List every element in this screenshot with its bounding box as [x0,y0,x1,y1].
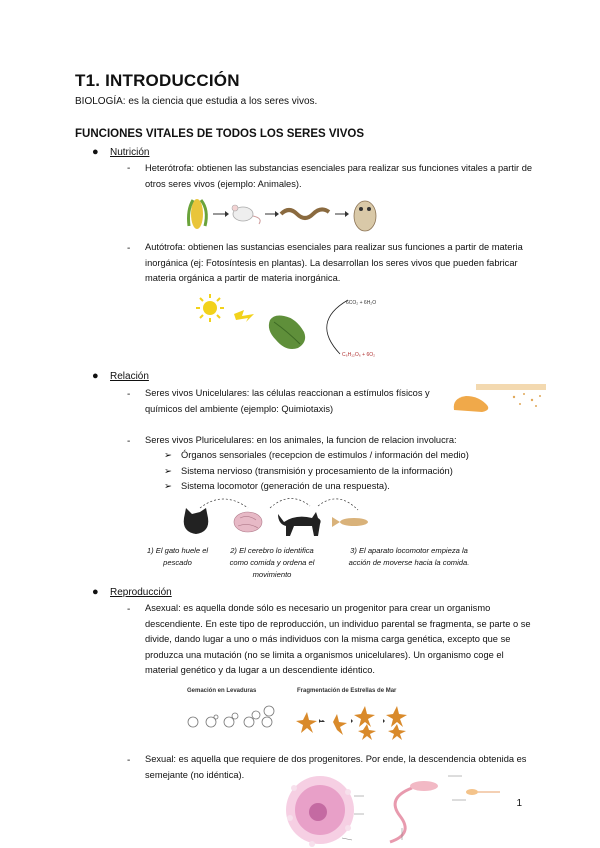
owl-icon [354,201,376,231]
dash-icon: - [127,243,131,254]
heterotrofa-text [145,161,532,192]
nutricion-heading: Nutrición [110,147,150,158]
starfish-icon [296,706,407,740]
list-item [164,466,172,477]
cat-walking-icon [278,512,321,536]
text-line: Autótrofa: obtienen las sustancias esenciales para realizar sus funciones a partir de materia [145,242,523,252]
asexual-reproduction-illustration [185,700,415,740]
text-line: químicos del ambiente (ejemplo: Quimiotaxis) [145,403,334,414]
arrow-icon [335,211,349,217]
bullet-dot-icon: ● [92,370,99,382]
caption-line: 2) El cerebro lo identifica [230,546,314,555]
list-item-text: Órganos sensoriales (recepcion de estimulos / información del medio) [181,450,469,460]
arrow-bullet-icon: ➢ [164,481,172,491]
bullet-relacion [92,370,149,382]
section-heading: FUNCIONES VITALES DE TODOS LOS SERES VIVOS [75,128,365,140]
text-line: materia orgánica a partir de materia inorgánica. [145,273,341,284]
reproduccion-heading: Reproducción [110,587,172,598]
text-line: inorgánica (ej: Fotosíntesis en plantas). La desarrollan los seres vivos que pueden fabricar [145,257,518,268]
caption-line: 3) El aparato locomotor empieza la [350,546,468,555]
dash-icon: - [127,163,131,174]
photosynthesis-illustration [200,292,400,364]
sexual-reproduction-illustration [282,768,504,846]
arrow-icon [265,211,279,217]
dash-icon: - [127,604,131,615]
text-line: Asexual: es aquella donde sólo es necesario un progenitor para crear un organismo [145,603,491,613]
mouse-icon [232,205,260,224]
text-line: divide, dando lugar a uno o más individuos con la misma carga genética, excepto que se [145,634,511,645]
brain-icon [234,512,262,532]
list-item-text: Sistema nervioso (transmisión y procesamiento de la información) [181,466,453,476]
bullet-dot-icon: ● [92,146,99,158]
asexual-text [145,601,531,679]
food-chain-illustration [185,196,385,234]
list-item [164,481,172,492]
arrow-icon [213,211,229,217]
photosynthesis-output-label: C₆H₁₂O₆ + 6O₂ [342,352,376,358]
dash-icon: - [127,755,131,766]
dash-icon: - [127,436,131,447]
unicelulares-text [145,386,430,417]
caption-2 [222,545,322,581]
yeast-budding-icon [188,706,274,727]
arrow-bullet-icon: ➢ [164,466,172,476]
caption-line: movimiento [252,570,292,579]
fragmentacion-label: Fragmentación de Estrellas de Mar [297,688,397,694]
list-item-text: Sistema locomotor (generación de una respuesta). [181,481,390,491]
fish-icon [332,517,368,527]
caption-line: pescado [163,558,192,567]
caption-line: como comida y ordena el [229,558,315,567]
gemacion-label: Gemación en Levaduras [187,688,257,694]
text-line: material genético y da lugar a un descendiente idéntico. [145,665,375,676]
cat-head-icon [184,508,209,534]
arrow-bullet-icon: ➢ [164,450,172,460]
leaf-icon [269,316,305,350]
corn-icon [189,199,207,229]
text-line: otros seres vivos (ejemplo: Animales). [145,178,302,189]
sperm-icon [390,781,500,842]
text-line: Sexual: es aquella que requiere de dos progenitores. Por ende, la descendencia obtenida es [145,754,527,764]
caption-line: acción de moverse hacia la comida. [348,558,470,567]
caption-line: 1) El gato huele el [146,546,209,555]
list-item [164,450,172,461]
sunlight-bolt-icon [234,310,254,322]
chemotaxis-illustration [452,382,547,414]
bullet-dot-icon: ● [92,586,99,598]
text-line: Heterótrofa: obtienen las substancias esenciales para realizar sus funciones vitales a partir de [145,163,533,173]
text-line: semejante (no idéntica). [145,769,245,780]
autotrofa-text [145,240,523,287]
text-line: Seres vivos Unicelulares: las células reaccionan a estímulos físicos y [145,388,430,398]
pluricelulares-text: Seres vivos Pluricelulares: en los animales, la funcion de relacion involucra: [145,435,457,445]
arrow-icons [313,719,385,724]
photosynthesis-input-label: 6CO₂ + 6H₂O [346,300,377,306]
caption-1 [140,545,215,569]
page-title: T1. INTRODUCCIÓN [75,71,240,90]
bullet-nutricion [92,146,150,158]
page-number: 1 [516,798,522,809]
cat-brain-fish-illustration [178,496,378,540]
caption-3 [334,545,484,569]
bullet-reproduccion [92,586,172,598]
dash-icon: - [127,389,131,400]
cell-icon [454,396,489,412]
snake-icon [281,209,329,218]
relacion-heading: Relación [110,371,149,382]
text-line: produzca una mutación (no se limita a organismos unicelulares). Un organismo coge el [145,649,504,660]
biology-definition: BIOLOGÍA: es la ciencia que estudia a los seres vivos. [75,96,318,107]
cycle-arc [327,300,348,354]
text-line: descendiente. En este tipo de reproducción, un individuo parental se fragmenta, se parte o se [145,618,531,629]
sun-icon [196,294,224,322]
ovum-icon [286,776,354,847]
